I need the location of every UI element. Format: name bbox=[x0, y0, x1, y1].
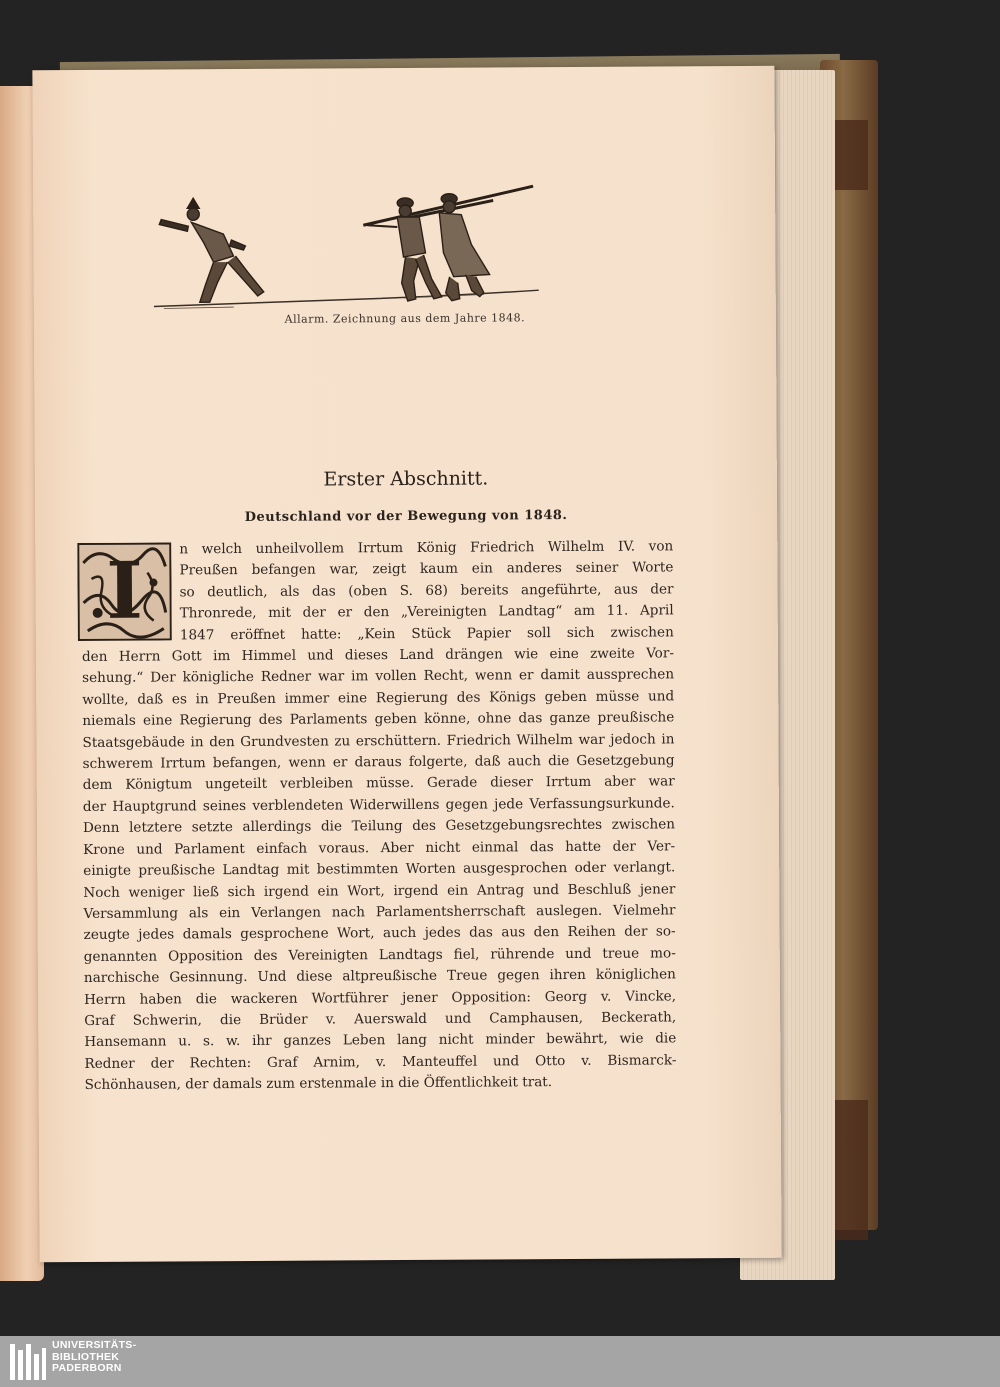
ornamental-initial bbox=[77, 542, 172, 641]
library-footer bbox=[0, 1336, 1000, 1387]
text-line: Krone und Parlament einfach voraus. Aber nicht einmal das hatte der Ver- bbox=[83, 838, 676, 858]
text-line: n welch unheilvollem Irrtum König Friedrich Wilhelm IV. von bbox=[179, 538, 674, 558]
book-page bbox=[32, 66, 781, 1263]
library-name bbox=[52, 1340, 136, 1375]
section-heading: Erster Abschnitt. bbox=[323, 467, 489, 491]
text-line: Herrn haben die wackeren Wortführer jener Opposition: Georg v. Vincke, bbox=[83, 987, 677, 1008]
library-name-line: PADERBORN bbox=[52, 1362, 122, 1374]
text-line: genannten Opposition des Vereinigten Landtags fiel, rührende und treue mo- bbox=[83, 945, 676, 965]
text-line: Hansemann u. s. w. ihr ganzes Leben lang nicht minder bewährt, wie die bbox=[84, 1030, 677, 1051]
text-line: der Hauptgrund seines verblendeten Widerwillens gegen jede Verfassungsurkunde. bbox=[82, 795, 675, 815]
text-line: wollte, daß es in Preußen immer eine Regierung des Königs geben müsse und bbox=[82, 688, 675, 708]
library-logo-icon bbox=[8, 1342, 48, 1382]
library-name-line: UNIVERSITÄTS- bbox=[52, 1339, 137, 1351]
initial-letter: I bbox=[106, 545, 144, 638]
text-line: narchische Gesinnung. Und diese altpreußische Treue gegen ihren königlichen bbox=[83, 966, 676, 987]
alarm-illustration bbox=[153, 182, 544, 314]
text-line: Redner der Rechten: Graf Arnim, v. Manteuffel und Otto v. Bismarck- bbox=[84, 1052, 677, 1072]
text-line: den Herrn Gott im Himmel und dieses Land drängen wie eine zweite Vor- bbox=[81, 645, 674, 666]
text-line: zeugte jedes damals gesprochene Wort, auch jedes das aus den Reihen der so- bbox=[83, 923, 676, 944]
text-line: so deutlich, als das (oben S. 68) bereits angeführte, aus der bbox=[179, 581, 674, 601]
text-line: 1847 eröffnet hatte: „Kein Stück Papier soll sich zwischen bbox=[179, 623, 674, 644]
text-line: niemals eine Regierung des Parlaments geben könne, ohne das ganze preußische bbox=[82, 709, 675, 730]
text-line: Denn letztere setzte allerdings die Teilung des Gesetzgebungsrechtes zwischen bbox=[82, 816, 676, 837]
text-line: Staatsgebäude in den Grundvesten zu erschüttern. Friedrich Wilhelm war jedoch in bbox=[82, 731, 675, 751]
text-line: Thronrede, mit der er den „Vereinigten Landtag“ am 11. April bbox=[179, 602, 674, 622]
section-subheading: Deutschland vor der Bewegung von 1848. bbox=[244, 508, 568, 525]
text-line: dem Königtum ungeteilt verbleiben müsse. Gerade dieser Irrtum aber war bbox=[82, 773, 675, 794]
library-name-line: BIBLIOTHEK bbox=[52, 1350, 120, 1363]
text-line: sehung.“ Der königliche Redner war im vollen Recht, wenn er damit aussprechen bbox=[82, 666, 675, 687]
illustration-caption: Allarm. Zeichnung aus dem Jahre 1848. bbox=[284, 311, 526, 326]
text-line: Preußen befangen war, zeigt kaum ein anderes seiner Worte bbox=[179, 559, 674, 579]
text-line: Noch weniger ließ sich irgend ein Wort, irgend ein Antrag und Beschluß jener bbox=[83, 880, 676, 901]
text-line: Graf Schwerin, die Brüder v. Auerswald und Camphausen, Beckerath, bbox=[84, 1009, 677, 1029]
text-line: einigte preußische Landtag mit bestimmten Worten ausgesprochen oder verlangt. bbox=[83, 859, 676, 880]
text-line: Schönhausen, der damals zum erstenmale in die Öffentlichkeit trat. bbox=[84, 1074, 553, 1094]
body-text bbox=[81, 536, 676, 1096]
text-line: schwerem Irrtum befangen, wenn er daraus folgerte, daß auch die Gesetzgebung bbox=[82, 752, 675, 773]
text-line: Versammlung als ein Verlangen nach Parlamentsherrschaft auslegen. Vielmehr bbox=[83, 902, 676, 922]
